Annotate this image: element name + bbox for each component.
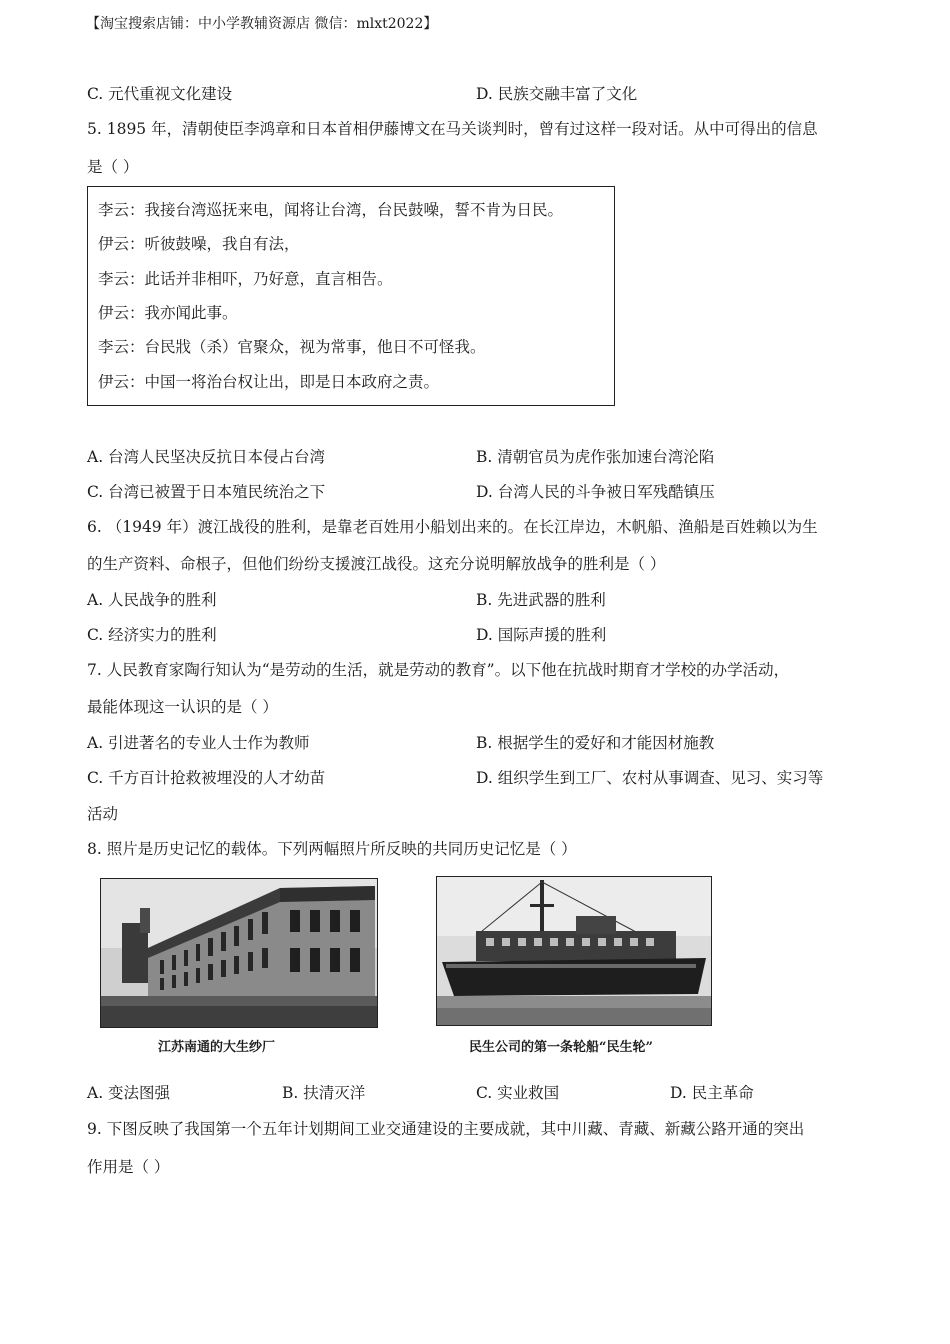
steamship-photo-caption: 民生公司的第一条轮船“民生轮” bbox=[469, 1040, 653, 1055]
q7-stem: 7. 人民教育家陶行知认为“是劳动的生活，就是劳动的教育”。以下他在抗战时期育才学校的办学活动， bbox=[87, 661, 790, 679]
q5-option-d: D. 台湾人民的斗争被日军残酷镇压 bbox=[476, 483, 715, 501]
dialogue-line: 伊云：中国一将治台权让出，即是日本政府之责。 bbox=[98, 373, 440, 391]
q5-dialogue-box bbox=[87, 186, 615, 406]
q5-option-a: A. 台湾人民坚决反抗日本侵占台湾 bbox=[87, 448, 326, 466]
dialogue-line: 伊云：听彼鼓噪，我自有法， bbox=[98, 235, 300, 253]
page-header: 【淘宝搜索店铺：中小学教辅资源店 微信：mlxt2022】 bbox=[86, 16, 438, 32]
q7-option-d: D. 组织学生到工厂、农村从事调查、见习、实习等 bbox=[476, 769, 824, 787]
q7-option-d-cont: 活动 bbox=[87, 805, 119, 823]
q6-option-b: B. 先进武器的胜利 bbox=[476, 591, 606, 609]
factory-photo bbox=[100, 878, 378, 1028]
q7-option-b: B. 根据学生的爱好和才能因材施教 bbox=[476, 734, 715, 752]
q8-option-a: A. 变法图强 bbox=[87, 1084, 171, 1102]
dialogue-line: 伊云：我亦闻此事。 bbox=[98, 304, 238, 322]
q5-stem-cont: 是（ ） bbox=[87, 158, 139, 176]
factory-photo-caption: 江苏南通的大生纱厂 bbox=[158, 1040, 276, 1055]
q6-option-d: D. 国际声援的胜利 bbox=[476, 626, 607, 644]
steamship-photo bbox=[436, 876, 712, 1026]
q8-stem: 8. 照片是历史记忆的载体。下列两幅照片所反映的共同历史记忆是（ ） bbox=[87, 840, 577, 858]
dialogue-line: 李云：台民戕（杀）官聚众，视为常事，他日不可怪我。 bbox=[98, 338, 486, 356]
q8-option-d: D. 民主革命 bbox=[670, 1084, 754, 1102]
q6-stem-cont: 的生产资料、命根子，但他们纷纷支援渡江战役。这充分说明解放战争的胜利是（ ） bbox=[87, 555, 666, 573]
dialogue-line: 李云：此话并非相吓，乃好意，直言相告。 bbox=[98, 270, 393, 288]
q6-stem: 6. （1949 年）渡江战役的胜利，是靠老百姓用小船划出来的。在长江岸边，木帆船、渔船是百姓赖以为生 bbox=[87, 518, 818, 536]
q7-stem-cont: 最能体现这一认识的是（ ） bbox=[87, 698, 278, 716]
q7-option-c: C. 千方百计抢救被埋没的人才幼苗 bbox=[87, 769, 326, 787]
q8-option-b: B. 扶清灭洋 bbox=[282, 1084, 366, 1102]
q9-stem: 9. 下图反映了我国第一个五年计划期间工业交通建设的主要成就，其中川藏、青藏、新藏公路开通的突出 bbox=[87, 1120, 805, 1138]
q9-stem-cont: 作用是（ ） bbox=[87, 1158, 170, 1176]
q7-option-a: A. 引进著名的专业人士作为教师 bbox=[87, 734, 310, 752]
dialogue-line: 李云：我接台湾巡抚来电，闻将让台湾，台民鼓噪，誓不肯为日民。 bbox=[98, 201, 564, 219]
q6-option-c: C. 经济实力的胜利 bbox=[87, 626, 217, 644]
q5-stem: 5. 1895 年，清朝使臣李鸿章和日本首相伊藤博文在马关谈判时，曾有过这样一段对话。从中可得出的信息 bbox=[87, 120, 818, 138]
q5-option-b: B. 清朝官员为虎作张加速台湾沦陷 bbox=[476, 448, 715, 466]
q4-option-d: D. 民族交融丰富了文化 bbox=[476, 85, 638, 103]
q8-option-c: C. 实业救国 bbox=[476, 1084, 560, 1102]
q6-option-a: A. 人民战争的胜利 bbox=[87, 591, 217, 609]
q5-option-c: C. 台湾已被置于日本殖民统治之下 bbox=[87, 483, 326, 501]
q4-option-c: C. 元代重视文化建设 bbox=[87, 85, 233, 103]
